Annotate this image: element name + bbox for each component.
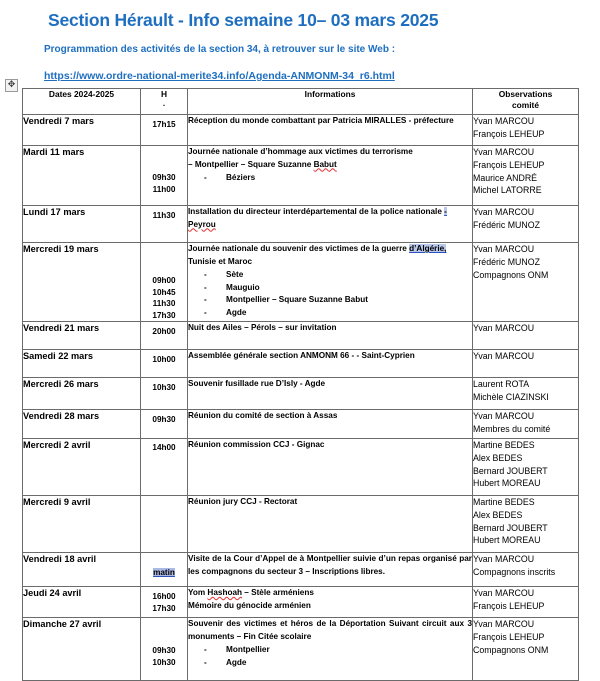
observation-name: Compagnons ONM — [473, 269, 549, 280]
cell-date: Jeudi 24 avril — [23, 587, 141, 618]
info-paragraph: Réunion jury CCJ - Rectorat — [188, 497, 298, 506]
cell-date: Vendredi 28 mars — [23, 410, 141, 439]
observation-name: Yvan MARCOU — [473, 244, 535, 254]
observation-name: François LEHEUP — [473, 159, 545, 170]
cell-date: Mercredi 26 mars — [23, 378, 141, 410]
cell-informations — [188, 618, 473, 681]
observation-name: Yvan MARCOU — [473, 588, 535, 598]
table-row — [23, 618, 579, 681]
table-row — [23, 553, 579, 587]
info-paragraph: Souvenir des victimes et héros de la Déportation Suivant circuit aux 3 monuments – Fin Citée scolaire — [188, 619, 472, 641]
table-move-handle-icon[interactable]: ✥ — [5, 79, 18, 92]
info-sublist — [188, 172, 472, 185]
cell-hour — [141, 206, 188, 243]
cell-observations — [473, 206, 579, 243]
info-text: – Montpellier – Square Suzanne — [188, 159, 314, 169]
cell-hour — [141, 243, 188, 322]
info-highlight-dash: - — [444, 207, 447, 216]
observation-name: Michèle CIAZINSKI — [473, 391, 549, 402]
cell-hour — [141, 146, 188, 206]
cell-hour — [141, 553, 188, 587]
info-misspelled-word: Peyrou — [188, 219, 216, 229]
hour-value: 09h30 — [152, 173, 176, 182]
cell-informations — [188, 553, 473, 587]
cell-observations — [473, 553, 579, 587]
info-misspelled-word: Hashoah — [207, 588, 242, 597]
cell-date: Mercredi 19 mars — [23, 243, 141, 322]
info-paragraph-2: Mémoire du génocide arménien — [188, 600, 311, 610]
observation-name: Compagnons inscrits — [473, 566, 556, 577]
table-row — [23, 378, 579, 410]
hour-value: 14h00 — [152, 443, 176, 452]
page-subtitle: Programmation des activités de la section 34, à retrouver sur le site Web : — [44, 44, 396, 55]
hour-value: 09h30 — [152, 415, 176, 424]
cell-observations — [473, 322, 579, 350]
info-paragraph: Réception du monde combattant par Patricia MIRALLES - préfecture — [188, 116, 454, 125]
observation-name: Maurice ANDRÉ — [473, 172, 538, 183]
hour-value: 17h30 — [152, 603, 176, 613]
cell-hour — [141, 587, 188, 618]
observation-name: François LEHEUP — [473, 128, 545, 139]
cell-informations — [188, 146, 473, 206]
cell-informations — [188, 587, 473, 618]
column-header-dates: Dates 2024-2025 — [23, 89, 141, 115]
observation-name: Hubert MOREAU — [473, 535, 541, 546]
cell-informations — [188, 496, 473, 553]
cell-informations — [188, 206, 473, 243]
cell-informations — [188, 439, 473, 496]
cell-observations — [473, 410, 579, 439]
hour-value: 17h15 — [152, 120, 176, 129]
observation-name: Frédéric MUNOZ — [473, 256, 540, 267]
hour-value: 10h45 — [152, 287, 176, 297]
info-text: Journée nationale du souvenir des victimes de la guerre — [188, 244, 410, 253]
table-row — [23, 206, 579, 243]
info-highlight-term: d’Algérie, — [409, 244, 447, 253]
observation-name: François LEHEUP — [473, 631, 545, 642]
info-paragraph — [188, 206, 472, 219]
observation-name: Yvan MARCOU — [473, 207, 535, 217]
website-link[interactable]: https://www.ordre-national-merite34.info/Agenda-ANMONM-34_r6.html — [44, 70, 395, 82]
hour-value: 11h00 — [152, 184, 176, 194]
column-header-informations: Informations — [188, 89, 473, 115]
list-item: - Montpellier – Square Suzanne Babut — [204, 294, 472, 307]
hour-value: 10h30 — [152, 383, 176, 392]
page-title: Section Hérault - Info semaine 10– 03 mars 2025 — [48, 10, 439, 30]
observation-name: Yvan MARCOU — [473, 411, 535, 421]
hour-value: 09h30 — [152, 646, 176, 655]
cell-hour — [141, 322, 188, 350]
observation-name: Alex BEDES — [473, 509, 523, 520]
cell-observations — [473, 115, 579, 146]
observation-name: Yvan MARCOU — [473, 554, 535, 564]
hour-highlight: matin — [153, 568, 175, 577]
observation-name: Yvan MARCOU — [473, 323, 535, 333]
cell-observations — [473, 618, 579, 681]
cell-hour — [141, 378, 188, 410]
info-paragraph: Réunion du comité de section à Assas — [188, 411, 338, 420]
info-text-tail: – Stèle arméniens — [242, 588, 314, 597]
cell-informations — [188, 350, 473, 378]
info-paragraph: Journée nationale d’hommage aux victimes du terrorisme — [188, 147, 413, 156]
observations-header-line2: comité — [512, 100, 539, 110]
cell-informations — [188, 378, 473, 410]
list-item: - Agde — [204, 657, 472, 670]
hour-value: 17h30 — [152, 310, 176, 320]
cell-observations — [473, 378, 579, 410]
list-item: - Agde — [204, 307, 472, 320]
table-header-row — [23, 89, 579, 115]
hour-value: 09h00 — [152, 276, 176, 285]
observation-name: Alex BEDES — [473, 452, 523, 463]
cell-observations — [473, 146, 579, 206]
list-item: - Sète — [204, 269, 472, 282]
observation-name: Laurent ROTA — [473, 379, 530, 389]
observation-name: Yvan MARCOU — [473, 116, 535, 126]
info-misspelled-word: Babut — [313, 159, 337, 169]
cell-date: Dimanche 27 avril — [23, 618, 141, 681]
agenda-table — [22, 88, 579, 681]
cell-observations — [473, 439, 579, 496]
table-row — [23, 350, 579, 378]
cell-hour — [141, 496, 188, 553]
info-paragraph: Réunion commission CCJ - Gignac — [188, 440, 325, 449]
hour-value: 20h00 — [152, 327, 176, 336]
agenda-table-container — [22, 88, 578, 681]
table-row — [23, 439, 579, 496]
cell-date: Vendredi 21 mars — [23, 322, 141, 350]
table-row — [23, 322, 579, 350]
cell-hour — [141, 350, 188, 378]
observation-name: Martine BEDES — [473, 497, 535, 507]
observation-name: Bernard JOUBERT — [473, 465, 548, 476]
table-row — [23, 496, 579, 553]
column-header-hour — [141, 89, 188, 115]
column-header-hour-subdot: . — [162, 99, 166, 108]
observation-name: Yvan MARCOU — [473, 351, 535, 361]
info-text-tail: Tunisie et Maroc — [188, 256, 252, 266]
document-header — [0, 0, 600, 82]
cell-observations — [473, 350, 579, 378]
cell-hour — [141, 439, 188, 496]
cell-observations — [473, 587, 579, 618]
table-row — [23, 243, 579, 322]
observation-name: Michel LATORRE — [473, 185, 542, 196]
cell-informations — [188, 322, 473, 350]
cell-date: Vendredi 18 avril — [23, 553, 141, 587]
cell-date: Mercredi 2 avril — [23, 439, 141, 496]
cell-date: Lundi 17 mars — [23, 206, 141, 243]
hour-value: 10h30 — [152, 657, 176, 667]
list-item: - Béziers — [204, 172, 472, 185]
observation-name: Frédéric MUNOZ — [473, 219, 540, 230]
info-paragraph — [188, 587, 472, 600]
hour-value: 11h30 — [152, 299, 176, 308]
agenda-table-body — [23, 115, 579, 681]
cell-informations — [188, 243, 473, 322]
cell-date: Samedi 22 mars — [23, 350, 141, 378]
cell-date: Vendredi 7 mars — [23, 115, 141, 146]
cell-hour — [141, 618, 188, 681]
cell-date: Mercredi 9 avril — [23, 496, 141, 553]
info-text: Installation du directeur interdépartemental de la police nationale — [188, 207, 445, 216]
table-row — [23, 146, 579, 206]
table-row — [23, 587, 579, 618]
observation-name: Compagnons ONM — [473, 644, 549, 655]
cell-observations — [473, 243, 579, 322]
info-paragraph: Nuit des Ailes – Pérols – sur invitation — [188, 323, 337, 332]
observation-name: Yvan MARCOU — [473, 619, 535, 629]
hour-value: 11h30 — [152, 211, 176, 220]
observation-name: Hubert MOREAU — [473, 478, 541, 489]
observation-name: Martine BEDES — [473, 440, 535, 450]
observation-name: François LEHEUP — [473, 600, 545, 611]
list-item: - Montpellier — [204, 644, 472, 657]
hour-value: 10h00 — [152, 355, 176, 364]
info-paragraph: Souvenir fusillade rue D’Isly - Agde — [188, 379, 326, 388]
list-item: - Mauguio — [204, 282, 472, 295]
info-sublist — [188, 644, 472, 669]
info-text: Yom — [188, 588, 208, 597]
column-header-observations — [473, 89, 579, 115]
cell-hour — [141, 410, 188, 439]
column-header-hour-label: H — [160, 89, 168, 99]
info-paragraph — [188, 243, 472, 268]
observation-name: Bernard JOUBERT — [473, 522, 548, 533]
info-paragraph: Visite de la Cour d’Appel de à Montpellier suivie d’un repas organisé par les compagnons du secteur 3 – Inscriptions libres. — [188, 554, 472, 576]
observations-header-line1: Observations — [498, 89, 553, 99]
cell-informations — [188, 410, 473, 439]
info-sublist — [188, 269, 472, 319]
observation-name: Yvan MARCOU — [473, 147, 535, 157]
cell-informations — [188, 115, 473, 146]
cell-hour — [141, 115, 188, 146]
info-paragraph: Assemblée générale section ANMONM 66 - - Saint-Cyprien — [188, 351, 415, 360]
cell-date: Mardi 11 mars — [23, 146, 141, 206]
observation-name: Membres du comité — [473, 423, 551, 434]
hour-value: 16h00 — [152, 592, 176, 601]
table-row — [23, 115, 579, 146]
cell-observations — [473, 496, 579, 553]
table-row — [23, 410, 579, 439]
